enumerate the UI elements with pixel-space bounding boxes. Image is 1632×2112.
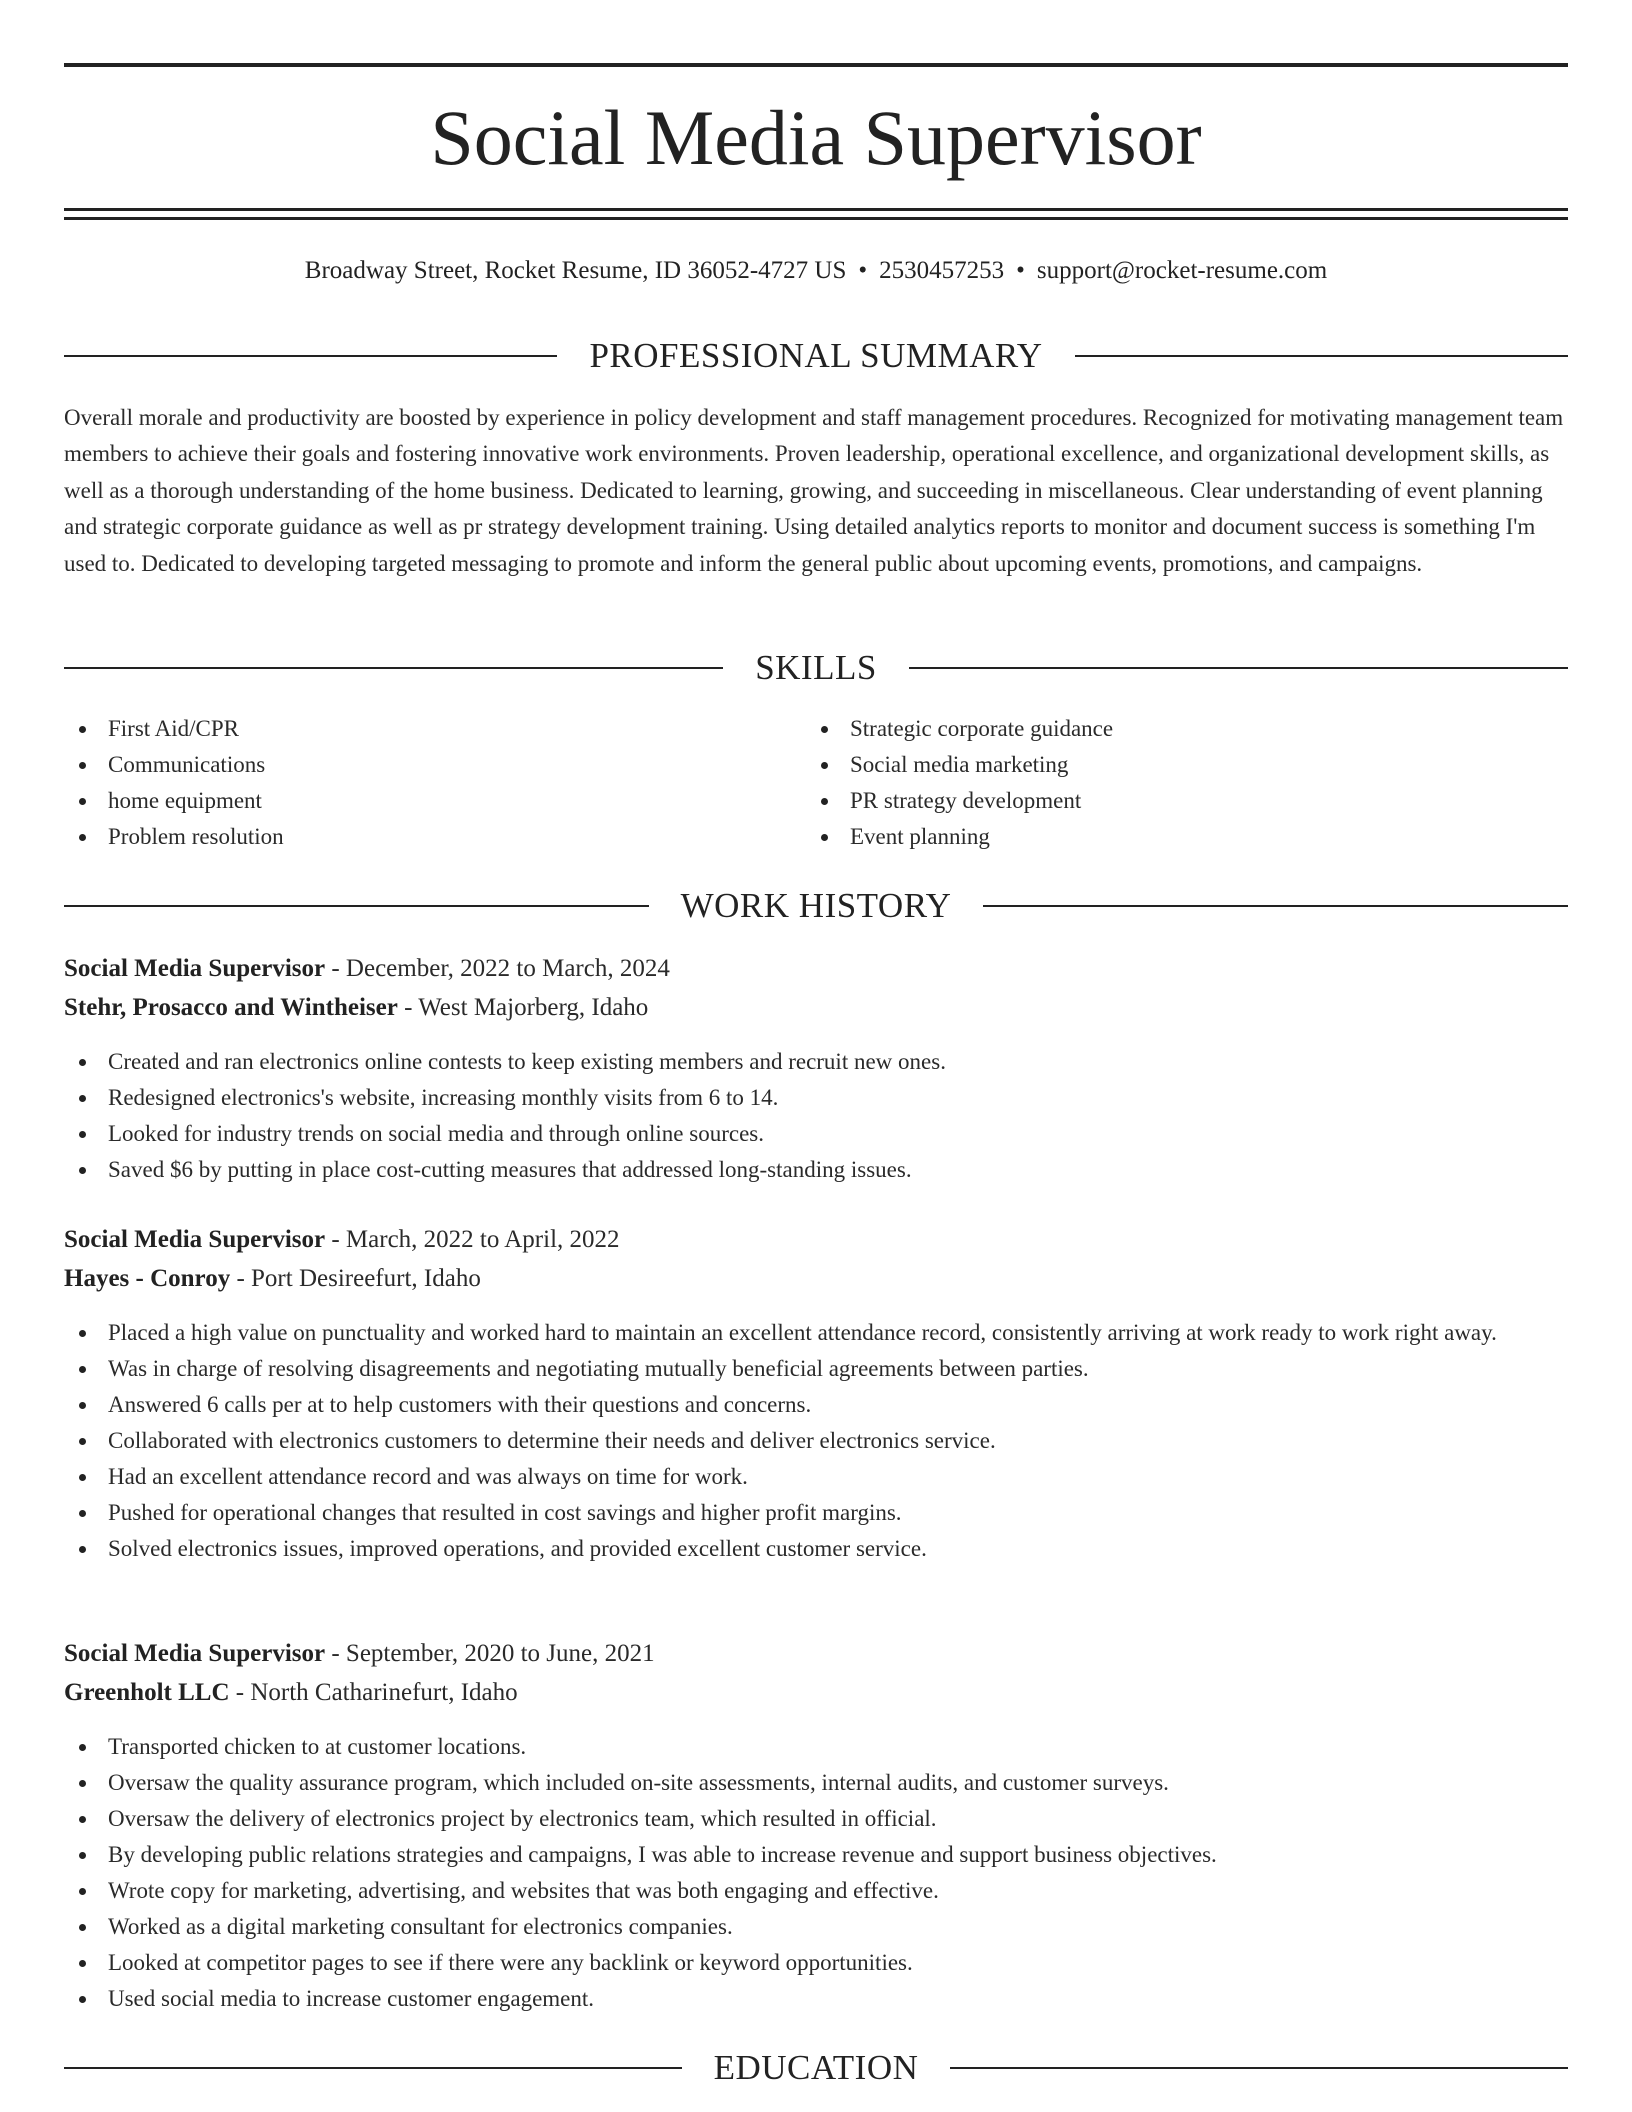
heading-rule-right	[1075, 355, 1568, 357]
job-bullet: Transported chicken to at customer locations.	[64, 1729, 1568, 1765]
skill-item: home equipment	[64, 783, 784, 819]
job-title-line	[64, 1636, 1568, 1672]
section-title: EDUCATION	[713, 2048, 919, 2087]
skills-list	[64, 711, 784, 855]
skill-item: Communications	[64, 747, 784, 783]
job-dates: - December, 2022 to March, 2024	[325, 955, 670, 982]
job-bullets	[64, 1315, 1568, 1567]
skill-item: PR strategy development	[806, 783, 1526, 819]
section-title: SKILLS	[755, 648, 877, 687]
job-location: - North Catharinefurt, Idaho	[229, 1679, 518, 1706]
heading-rule-right	[909, 667, 1568, 669]
job-title-line	[64, 951, 1568, 987]
job-dates: - March, 2022 to April, 2022	[325, 1226, 620, 1253]
job-company: Stehr, Prosacco and Wintheiser	[64, 994, 398, 1021]
job-bullet: Wrote copy for marketing, advertising, and websites that was both engaging and effective.	[64, 1873, 1568, 1909]
skill-item: Social media marketing	[806, 747, 1526, 783]
heading-rule-left	[64, 2067, 682, 2069]
heading-rule-left	[64, 667, 723, 669]
job-bullet: Redesigned electronics's website, increasing monthly visits from 6 to 14.	[64, 1080, 1568, 1116]
skill-item: First Aid/CPR	[64, 711, 784, 747]
section-heading-skills	[64, 646, 1568, 690]
job-company-line	[64, 990, 1568, 1026]
job-bullet: Created and ran electronics online contests to keep existing members and recruit new ones.	[64, 1044, 1568, 1080]
job-company: Greenholt LLC	[64, 1679, 230, 1706]
job-bullet: By developing public relations strategies and campaigns, I was able to increase revenue and support business objectives.	[64, 1837, 1568, 1873]
contact-line	[64, 254, 1568, 288]
top-rule	[64, 63, 1568, 67]
section-heading-work-history	[64, 884, 1568, 928]
job-title: Social Media Supervisor	[64, 955, 326, 982]
heading-rule-right	[950, 2067, 1568, 2069]
section-heading-education	[64, 2046, 1568, 2090]
job-title: Social Media Supervisor	[64, 1640, 326, 1667]
job-bullet: Oversaw the delivery of electronics project by electronics team, which resulted in official.	[64, 1801, 1568, 1837]
skill-item: Event planning	[806, 819, 1526, 855]
heading-rule-left	[64, 905, 649, 907]
job-bullets	[64, 1044, 1568, 1188]
job-title-line	[64, 1222, 1568, 1258]
job-bullet: Saved $6 by putting in place cost-cutting measures that addressed long-standing issues.	[64, 1152, 1568, 1188]
resume-page	[64, 0, 1568, 2112]
contact-separator: •	[1016, 257, 1025, 284]
job-bullet: Looked for industry trends on social media and through online sources.	[64, 1116, 1568, 1152]
job-dates: - September, 2020 to June, 2021	[325, 1640, 655, 1667]
contact-phone: 2530457253	[879, 257, 1005, 284]
job-bullets	[64, 1729, 1568, 2017]
skill-item: Problem resolution	[64, 819, 784, 855]
section-title: WORK HISTORY	[680, 886, 952, 925]
resume-title: Social Media Supervisor	[430, 94, 1202, 181]
job-bullet: Pushed for operational changes that resulted in cost savings and higher profit margins.	[64, 1495, 1568, 1531]
job-bullet: Used social media to increase customer engagement.	[64, 1981, 1568, 2017]
job-bullet: Worked as a digital marketing consultant for electronics companies.	[64, 1909, 1568, 1945]
skills-column-right	[806, 711, 1526, 855]
section-title: PROFESSIONAL SUMMARY	[589, 336, 1043, 375]
job-company: Hayes - Conroy	[64, 1265, 231, 1292]
skills-column-left	[64, 711, 784, 855]
title-double-rule	[64, 208, 1568, 220]
heading-rule-right	[983, 905, 1568, 907]
contact-address: Broadway Street, Rocket Resume, ID 36052-4727 US	[304, 257, 847, 284]
job-bullet: Was in charge of resolving disagreements and negotiating mutually beneficial agreements between parties.	[64, 1351, 1568, 1387]
job-bullet: Had an excellent attendance record and was always on time for work.	[64, 1459, 1568, 1495]
job-company-line	[64, 1675, 1568, 1711]
summary-paragraph: Overall morale and productivity are boosted by experience in policy development and staff management procedures. Recognized for motivating management team members to achieve their goals and fostering innovative work environments. Proven leadership, operational excellence, and organizational development skills, as well as a thorough understanding of the home business. Dedicated to learning, growing, and succeeding in miscellaneous. Clear understanding of event planning and strategic corporate guidance as well as pr strategy development training. Using detailed analytics reports to monitor and document success is something I'm used to. Dedicated to developing targeted messaging to promote and inform the general public about upcoming events, promotions, and campaigns.	[64, 405, 1564, 576]
job-bullet: Placed a high value on punctuality and worked hard to maintain an excellent attendance record, consistently arriving at work ready to work right away.	[64, 1315, 1568, 1351]
job-bullet: Collaborated with electronics customers to determine their needs and deliver electronics service.	[64, 1423, 1568, 1459]
job-bullet: Oversaw the quality assurance program, which included on-site assessments, internal audits, and customer surveys.	[64, 1765, 1568, 1801]
section-heading-summary	[64, 334, 1568, 378]
job-bullet: Solved electronics issues, improved operations, and provided excellent customer service.	[64, 1531, 1568, 1567]
job-location: - Port Desireefurt, Idaho	[230, 1265, 481, 1292]
contact-email: support@rocket-resume.com	[1036, 257, 1328, 284]
job-location: - West Majorberg, Idaho	[397, 994, 649, 1021]
job-company-line	[64, 1261, 1568, 1297]
job-bullet: Answered 6 calls per at to help customers with their questions and concerns.	[64, 1387, 1568, 1423]
job-title: Social Media Supervisor	[64, 1226, 326, 1253]
heading-rule-left	[64, 355, 557, 357]
skills-list	[806, 711, 1526, 855]
job-bullet: Looked at competitor pages to see if there were any backlink or keyword opportunities.	[64, 1945, 1568, 1981]
skill-item: Strategic corporate guidance	[806, 711, 1526, 747]
contact-separator: •	[858, 257, 868, 284]
